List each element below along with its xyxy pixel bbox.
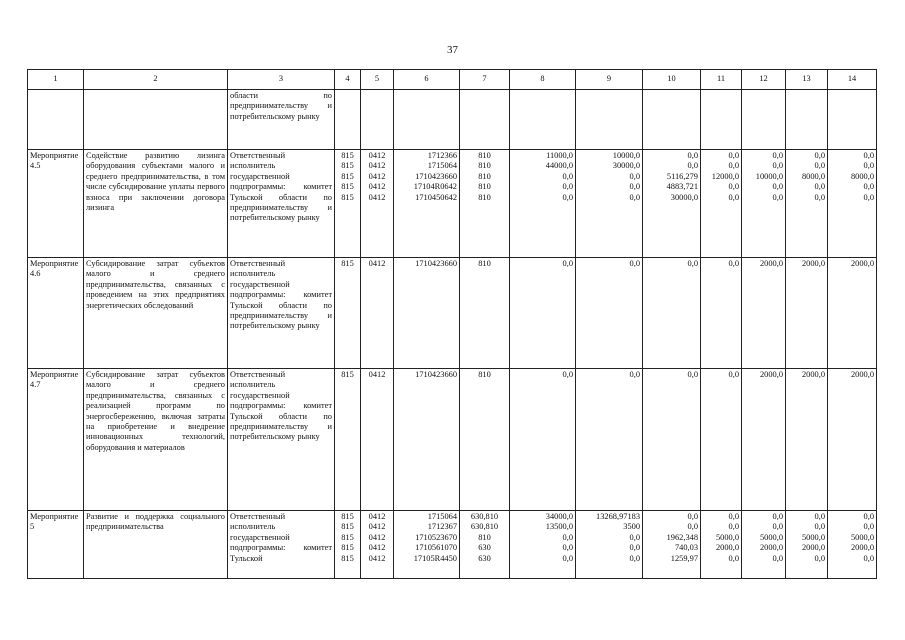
- cell-value: 0,0: [687, 259, 698, 268]
- header-cell: 1: [28, 70, 84, 90]
- cell-value: 5000,0: [801, 532, 825, 542]
- cell-value: 630: [478, 543, 491, 553]
- cell-value: 0,0: [863, 182, 874, 192]
- header-cell: 8: [510, 70, 576, 90]
- cell-value: 2000,0: [759, 543, 783, 553]
- description-cell: [84, 90, 228, 150]
- value-col13-cell: [786, 369, 828, 511]
- code-col7-cell: [460, 258, 510, 369]
- cell-value: 1710523670: [415, 532, 457, 542]
- table-row: [28, 258, 877, 369]
- cell-value: 10000,0: [755, 171, 783, 181]
- cell-value: 0,0: [772, 192, 783, 202]
- value-col13-cell: [786, 511, 828, 579]
- value-col11-cell: [701, 90, 742, 150]
- cell-value: 815: [341, 171, 354, 181]
- value-col12-cell: [742, 511, 786, 579]
- cell-value: 0,0: [562, 259, 573, 268]
- cell-value: 3500: [623, 522, 640, 532]
- description-cell: Развитие и поддержка социального предпринимательства: [84, 511, 228, 579]
- code-col7-cell: [460, 90, 510, 150]
- table-row: [28, 511, 877, 579]
- cell-value: 1710423660: [415, 171, 457, 181]
- code-col4-cell: [335, 90, 361, 150]
- cell-value: 630: [478, 553, 491, 563]
- cell-value: 5000,0: [759, 532, 783, 542]
- cell-value: 0,0: [863, 553, 874, 563]
- cell-value: 2000,0: [759, 370, 783, 379]
- cell-value: 630,810: [470, 512, 499, 521]
- cell-value: 815: [341, 192, 354, 202]
- cell-value: 34000,0: [545, 512, 573, 521]
- cell-value: 1710423660: [415, 259, 457, 268]
- value-col14-cell: [828, 258, 877, 369]
- cell-value: 0,0: [728, 553, 739, 563]
- cell-value: 0,0: [814, 151, 825, 160]
- value-col8-cell: [510, 258, 576, 369]
- cell-value: 44000,0: [545, 161, 573, 171]
- value-col10-cell: [643, 511, 701, 579]
- value-col14-cell: [828, 369, 877, 511]
- cell-value: 1712367: [427, 522, 457, 532]
- cell-value: 0,0: [863, 161, 874, 171]
- cell-value: 0,0: [728, 370, 739, 379]
- cell-value: 30000,0: [670, 192, 698, 202]
- cell-value: 0,0: [728, 512, 739, 521]
- event-name-cell: Мероприятие 4.7: [28, 369, 84, 511]
- value-col13-cell: [786, 90, 828, 150]
- code-col7-cell: [460, 150, 510, 258]
- cell-value: 1712366: [427, 151, 457, 160]
- cell-value: 2000,0: [850, 259, 874, 268]
- cell-value: 0,0: [772, 522, 783, 532]
- code-col5-cell: [361, 511, 394, 579]
- cell-value: 1259,97: [670, 553, 698, 563]
- cell-value: 0412: [368, 151, 386, 160]
- cell-value: 0,0: [562, 182, 573, 192]
- executor-cell: Ответственный исполнитель государственной подпрограммы: комитет Тульской области по предпринимательству и потребительскому рынку: [228, 150, 335, 258]
- value-col8-cell: [510, 511, 576, 579]
- header-cell: 12: [742, 70, 786, 90]
- table-row: [28, 90, 877, 150]
- table-row: [28, 150, 877, 258]
- cell-value: 2000,0: [850, 370, 874, 379]
- cell-value: 2000,0: [715, 543, 739, 553]
- value-col10-cell: [643, 150, 701, 258]
- code-col4-cell: [335, 150, 361, 258]
- cell-value: 630,810: [470, 522, 499, 532]
- cell-value: 0,0: [629, 532, 640, 542]
- cell-value: 815: [341, 522, 354, 532]
- cell-value: 0,0: [562, 553, 573, 563]
- cell-value: 2000,0: [759, 259, 783, 268]
- event-name-cell: Мероприятие 4.5: [28, 150, 84, 258]
- cell-value: 5116,279: [666, 171, 698, 181]
- page-number: 37: [447, 44, 458, 56]
- cell-value: 0,0: [814, 512, 825, 521]
- header-cell: 10: [643, 70, 701, 90]
- cell-value: 4883,721: [666, 182, 698, 192]
- cell-value: 0,0: [728, 259, 739, 268]
- header-cell: 3: [228, 70, 335, 90]
- cell-value: 0412: [368, 522, 386, 532]
- code-col6-cell: [394, 150, 460, 258]
- cell-value: 815: [341, 370, 354, 379]
- cell-value: 17104R0642: [413, 182, 457, 192]
- cell-value: 0,0: [728, 182, 739, 192]
- cell-value: 2000,0: [850, 543, 874, 553]
- cell-value: 810: [478, 151, 491, 160]
- cell-value: 5000,0: [715, 532, 739, 542]
- value-col9-cell: [576, 511, 643, 579]
- cell-value: 1710450642: [415, 192, 457, 202]
- cell-value: 0,0: [728, 522, 739, 532]
- cell-value: 0,0: [772, 161, 783, 171]
- cell-value: 11000,0: [546, 151, 573, 160]
- cell-value: 1710423660: [415, 370, 457, 379]
- cell-value: 2000,0: [801, 259, 825, 268]
- event-name-cell: Мероприятие 5: [28, 511, 84, 579]
- cell-value: 1715064: [427, 161, 457, 171]
- cell-value: 10000,0: [612, 151, 640, 160]
- header-cell: 6: [394, 70, 460, 90]
- value-col12-cell: [742, 369, 786, 511]
- cell-value: 815: [341, 553, 354, 563]
- cell-value: 1715064: [427, 512, 457, 521]
- code-col5-cell: [361, 150, 394, 258]
- event-name-cell: Мероприятие 4.6: [28, 258, 84, 369]
- cell-value: 1710561070: [415, 543, 457, 553]
- cell-value: 0,0: [687, 512, 698, 521]
- cell-value: 0,0: [687, 161, 698, 171]
- cell-value: 815: [341, 259, 354, 268]
- header-cell: 2: [84, 70, 228, 90]
- table-row: [28, 369, 877, 511]
- value-col12-cell: [742, 150, 786, 258]
- description-cell: Содействие развитию лизинга оборудования субъектами малого и среднего предпринимательства, в том числе субсидирование уплаты первого взноса при заключении договора лизинга: [84, 150, 228, 258]
- cell-value: 0,0: [687, 151, 698, 160]
- cell-value: 0,0: [728, 151, 739, 160]
- value-col9-cell: [576, 369, 643, 511]
- cell-value: 815: [341, 512, 354, 521]
- value-col14-cell: [828, 150, 877, 258]
- cell-value: 0412: [368, 553, 386, 563]
- cell-value: 0,0: [772, 182, 783, 192]
- value-col14-cell: [828, 511, 877, 579]
- cell-value: 0,0: [814, 553, 825, 563]
- cell-value: 740,03: [674, 543, 698, 553]
- cell-value: 0412: [368, 171, 386, 181]
- cell-value: 0412: [368, 512, 386, 521]
- header-cell: 11: [701, 70, 742, 90]
- code-col6-cell: [394, 511, 460, 579]
- value-col9-cell: [576, 258, 643, 369]
- value-col10-cell: [643, 90, 701, 150]
- cell-value: 8000,0: [801, 171, 825, 181]
- cell-value: 810: [478, 171, 491, 181]
- header-cell: 14: [828, 70, 877, 90]
- event-name-cell: [28, 90, 84, 150]
- value-col9-cell: [576, 90, 643, 150]
- cell-value: 0,0: [629, 553, 640, 563]
- executor-cell: области по предпринимательству и потребительскому рынку: [228, 90, 335, 150]
- cell-value: 0,0: [728, 161, 739, 171]
- budget-table: [27, 69, 877, 579]
- header-cell: 9: [576, 70, 643, 90]
- cell-value: 30000,0: [612, 161, 640, 171]
- cell-value: 810: [478, 192, 491, 202]
- cell-value: 0,0: [562, 532, 573, 542]
- cell-value: 17105R4450: [413, 553, 457, 563]
- cell-value: 0,0: [814, 192, 825, 202]
- code-col6-cell: [394, 90, 460, 150]
- cell-value: 810: [478, 259, 491, 268]
- value-col11-cell: [701, 150, 742, 258]
- cell-value: 0412: [368, 532, 386, 542]
- cell-value: 810: [478, 182, 491, 192]
- code-col6-cell: [394, 258, 460, 369]
- code-col4-cell: [335, 369, 361, 511]
- code-col5-cell: [361, 369, 394, 511]
- cell-value: 0,0: [863, 512, 874, 521]
- value-col8-cell: [510, 369, 576, 511]
- value-col13-cell: [786, 258, 828, 369]
- value-col11-cell: [701, 258, 742, 369]
- executor-cell: Ответственный исполнитель государственной подпрограммы: комитет Тульской: [228, 511, 335, 579]
- cell-value: 815: [341, 161, 354, 171]
- header-row: [28, 70, 877, 90]
- value-col10-cell: [643, 258, 701, 369]
- cell-value: 815: [341, 182, 354, 192]
- cell-value: 0,0: [772, 553, 783, 563]
- cell-value: 0,0: [629, 370, 640, 379]
- cell-value: 0,0: [814, 161, 825, 171]
- value-col8-cell: [510, 90, 576, 150]
- header-cell: 13: [786, 70, 828, 90]
- cell-value: 0,0: [772, 512, 783, 521]
- cell-value: 13268,97183: [596, 512, 640, 521]
- cell-value: 810: [478, 532, 491, 542]
- cell-value: 0,0: [629, 543, 640, 553]
- cell-value: 0412: [368, 161, 386, 171]
- cell-value: 0,0: [772, 151, 783, 160]
- code-col4-cell: [335, 511, 361, 579]
- cell-value: 815: [341, 543, 354, 553]
- value-col12-cell: [742, 90, 786, 150]
- cell-value: 0,0: [562, 171, 573, 181]
- value-col11-cell: [701, 511, 742, 579]
- value-col13-cell: [786, 150, 828, 258]
- cell-value: 0,0: [687, 522, 698, 532]
- cell-value: 0,0: [863, 192, 874, 202]
- executor-cell: Ответственный исполнитель государственной подпрограммы: комитет Тульской области по предпринимательству и потребительскому рынку: [228, 369, 335, 511]
- cell-value: 0,0: [863, 522, 874, 532]
- cell-value: 0412: [368, 259, 386, 268]
- code-col4-cell: [335, 258, 361, 369]
- executor-cell: Ответственный исполнитель государственной подпрограммы: комитет Тульской области по предпринимательству и потребительскому рынку: [228, 258, 335, 369]
- value-col14-cell: [828, 90, 877, 150]
- code-col7-cell: [460, 511, 510, 579]
- value-col11-cell: [701, 369, 742, 511]
- cell-value: 815: [341, 151, 354, 160]
- cell-value: 0,0: [629, 259, 640, 268]
- cell-value: 0,0: [629, 192, 640, 202]
- header-cell: 5: [361, 70, 394, 90]
- header-cell: 4: [335, 70, 361, 90]
- code-col6-cell: [394, 369, 460, 511]
- cell-value: 5000,0: [850, 532, 874, 542]
- cell-value: 0,0: [562, 370, 573, 379]
- code-col5-cell: [361, 258, 394, 369]
- cell-value: 0,0: [687, 370, 698, 379]
- cell-value: 0412: [368, 370, 386, 379]
- cell-value: 0,0: [562, 543, 573, 553]
- value-col12-cell: [742, 258, 786, 369]
- cell-value: 8000,0: [850, 171, 874, 181]
- cell-value: 0,0: [814, 522, 825, 532]
- cell-value: 0,0: [629, 171, 640, 181]
- value-col8-cell: [510, 150, 576, 258]
- cell-value: 1962,348: [666, 532, 698, 542]
- description-cell: Субсидирование затрат субъектов малого и среднего предпринимательства, связанных с проведением на этих предприятиях энергетических обследований: [84, 258, 228, 369]
- cell-value: 2000,0: [801, 370, 825, 379]
- code-col7-cell: [460, 369, 510, 511]
- cell-value: 0412: [368, 192, 386, 202]
- cell-value: 0,0: [863, 151, 874, 160]
- cell-value: 12000,0: [711, 171, 739, 181]
- cell-value: 0,0: [728, 192, 739, 202]
- cell-value: 0,0: [629, 182, 640, 192]
- cell-value: 0,0: [562, 192, 573, 202]
- value-col9-cell: [576, 150, 643, 258]
- cell-value: 810: [478, 161, 491, 171]
- description-cell: Субсидирование затрат субъектов малого и среднего предпринимательства, связанных с реализацией программ по энергосбережению, включая затраты на приобретение и внедрение инновационных технологий, оборудования и материалов: [84, 369, 228, 511]
- cell-value: 810: [478, 370, 491, 379]
- cell-value: 0,0: [814, 182, 825, 192]
- cell-value: 815: [341, 532, 354, 542]
- cell-value: 0412: [368, 543, 386, 553]
- cell-value: 2000,0: [801, 543, 825, 553]
- header-cell: 7: [460, 70, 510, 90]
- cell-value: 0412: [368, 182, 386, 192]
- code-col5-cell: [361, 90, 394, 150]
- value-col10-cell: [643, 369, 701, 511]
- cell-value: 13500,0: [545, 522, 573, 532]
